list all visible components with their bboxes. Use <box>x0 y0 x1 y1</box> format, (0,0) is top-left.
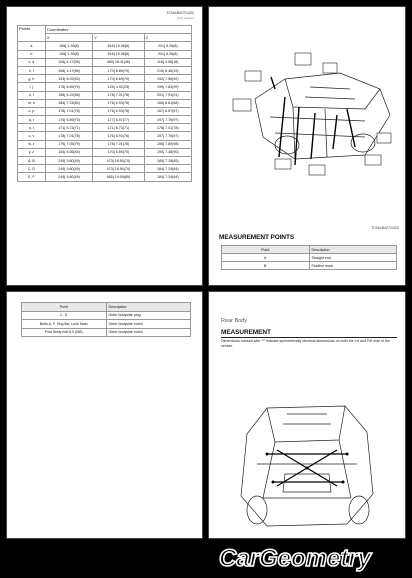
cell: 215{ 8.46(15) <box>144 66 191 74</box>
cell: k, l <box>18 91 46 99</box>
cell: 185{ 7.28(85) <box>144 157 191 165</box>
car-body-diagram-icon <box>215 37 401 177</box>
cell: A, B <box>18 157 46 165</box>
page-coordinates <box>6 6 203 286</box>
cell: i, j <box>18 83 46 91</box>
coordinates-row <box>18 148 192 156</box>
cell: g, h <box>18 75 46 83</box>
coordinates-row <box>18 140 192 148</box>
cell: q, r <box>18 116 46 124</box>
cell: 170{ 6.69(70) <box>93 66 144 74</box>
cell: e, f <box>18 66 46 74</box>
cell: 178{ 7.01(78) <box>45 132 92 140</box>
cell: 201{ 5.26(8) <box>144 42 191 50</box>
point-description-table <box>21 302 191 337</box>
cell: 176{ 6.93(76) <box>93 132 144 140</box>
cell: w, x <box>18 140 46 148</box>
cell: 198{ 7.80(98) <box>144 140 191 148</box>
cell: 192{ 7.56(92) <box>144 75 191 83</box>
rear-body-diagram-icon <box>227 394 387 536</box>
cell: u, v <box>18 132 46 140</box>
cell: C, D <box>18 165 46 173</box>
point-description-row <box>22 311 191 320</box>
cell: 184{ 7.24(84) <box>144 165 191 173</box>
cell: 197{ 7.76(97) <box>144 132 191 140</box>
coordinates-row <box>18 132 192 140</box>
measurement-point-row <box>222 254 397 262</box>
cell: Post Body bolt 5.0 (M8) <box>22 328 107 337</box>
cell: m, n <box>18 99 46 107</box>
cell: 249{ 9.80(49) <box>45 173 92 181</box>
cell: y, z <box>18 148 46 156</box>
page-rear-body <box>208 291 406 539</box>
coordinates-row <box>18 91 192 99</box>
col-coordinates: Coordinates <box>45 26 191 34</box>
col-description: Description <box>106 303 191 312</box>
title-divider <box>221 337 397 338</box>
section-title: Rear Body <box>221 318 247 324</box>
cell: 178{ 7.01(78) <box>93 91 144 99</box>
cell: 616{ 15.06(8) <box>93 42 144 50</box>
page-point-descriptions <box>6 291 203 539</box>
cell: b <box>18 50 46 58</box>
cell: A <box>222 254 310 262</box>
page-measurement-points <box>208 6 406 286</box>
coordinates-row <box>18 42 192 50</box>
cell: 171{ 6.73(71) <box>93 124 144 132</box>
cell: 116{ 4.58(16) <box>144 58 191 66</box>
measurement-points-title: MEASUREMENT POINTS <box>219 234 295 241</box>
cell: c, d <box>18 58 46 66</box>
cell: 470{ 18.50(70) <box>93 165 144 173</box>
cell: 125{ 4.92(25) <box>93 83 144 91</box>
measurement-description: Dimensions marked with "*" indicate symmetrically identical dimensions on both the LH and RH side of the vehicle. <box>221 339 390 348</box>
col-x: X <box>45 34 92 42</box>
cell: o, p <box>18 107 46 115</box>
cell: 249{ 9.80(49) <box>45 165 92 173</box>
cell: 179{ 7.05(79) <box>45 140 92 148</box>
coordinates-row <box>18 173 192 181</box>
coordinates-row <box>18 157 192 165</box>
cell: 249{ 9.80(49) <box>45 157 92 165</box>
cell: 470{ 18.50(70) <box>93 157 144 165</box>
col-point: Point <box>22 303 107 312</box>
cell: 201{ 5.26(8) <box>144 50 191 58</box>
coordinates-row <box>18 165 192 173</box>
cell: 184{ 7.24(84) <box>45 99 92 107</box>
cell: 184{ 7.24(84) <box>144 173 191 181</box>
cell: 171{ 6.73(71) <box>45 124 92 132</box>
cell: 176{ 6.93(76) <box>93 99 144 107</box>
coordinates-table <box>17 25 192 182</box>
cell: Positive mark <box>309 262 397 270</box>
coordinates-row <box>18 124 192 132</box>
cell: 175{ 6.89(75) <box>45 116 92 124</box>
cell: Outer bodyside notch <box>106 320 191 329</box>
cell: B <box>222 262 310 270</box>
cell: 156{ 1.35(8) <box>45 42 92 50</box>
cell: Outer bodyside plug <box>106 311 191 320</box>
coordinates-row <box>18 75 192 83</box>
cell: 170{ 6.69(70) <box>93 75 144 83</box>
cell: 201{ 7.91(01) <box>144 91 191 99</box>
cell: 106{ 4.17(56) <box>45 58 92 66</box>
cell: E, F <box>18 173 46 181</box>
cell: s, t <box>18 124 46 132</box>
cell: Straight end <box>309 254 397 262</box>
col-points: Points <box>18 26 46 42</box>
page-header-code: TCN/LB427/1422 <box>371 226 399 230</box>
cell: a <box>18 42 46 50</box>
page-header-sub: (sub section) <box>176 16 194 20</box>
point-description-row <box>22 328 191 337</box>
col-description: Description <box>309 246 397 254</box>
cell: 175{ 6.89(75) <box>45 83 92 91</box>
col-point: Point <box>222 246 310 254</box>
coordinates-row <box>18 116 192 124</box>
cell: 190{ 7.48(90) <box>144 148 191 156</box>
cell: 197{ 7.76(97) <box>144 116 191 124</box>
coordinates-row <box>18 50 192 58</box>
measurement-title: MEASUREMENT <box>221 329 271 336</box>
cell: 616{ 15.06(8) <box>93 50 144 58</box>
cell: 170{ 6.69(70) <box>93 148 144 156</box>
cell: 460{ 18.11(46) <box>93 58 144 66</box>
cell: 106{ 4.17(56) <box>45 66 92 74</box>
cell: Outer bodyside notch <box>106 328 191 337</box>
cell: 178{ 7.01(78) <box>144 124 191 132</box>
page-header-code: TCN/LB427/1422 <box>166 11 194 15</box>
cell: 485{ 19.09(85) <box>93 173 144 181</box>
cell: 154{ 6.06(54) <box>45 148 92 156</box>
cell: 168{ 6.61(68) <box>144 99 191 107</box>
cell: C, D <box>22 311 107 320</box>
col-y: Y <box>93 34 144 42</box>
cell: 177{ 6.97(77) <box>93 116 144 124</box>
measurement-points-table <box>221 245 397 270</box>
coordinates-row <box>18 66 192 74</box>
coordinates-row <box>18 107 192 115</box>
coordinates-row <box>18 99 192 107</box>
coordinates-row <box>18 58 192 66</box>
coordinates-row <box>18 83 192 91</box>
cell: 156{ 1.35(8) <box>45 50 92 58</box>
col-z: Z <box>144 34 191 42</box>
cell: Bolts A, F, Hog flat, Lock Main <box>22 320 107 329</box>
cell: 153{ 6.02(53) <box>45 75 92 83</box>
cell: 167{ 6.57(67) <box>144 107 191 115</box>
cell: 199{ 7.83(99) <box>144 83 191 91</box>
point-description-row <box>22 320 191 329</box>
cell: 178{ 7.01(78) <box>93 140 144 148</box>
measurement-point-row <box>222 262 397 270</box>
cargeometry-logo <box>185 543 406 573</box>
cell: 176{ 6.93(76) <box>93 107 144 115</box>
cell: 178{ 7.01(78) <box>45 107 92 115</box>
logo-text: CarGeometry <box>218 545 372 572</box>
cell: 158{ 6.22(58) <box>45 91 92 99</box>
